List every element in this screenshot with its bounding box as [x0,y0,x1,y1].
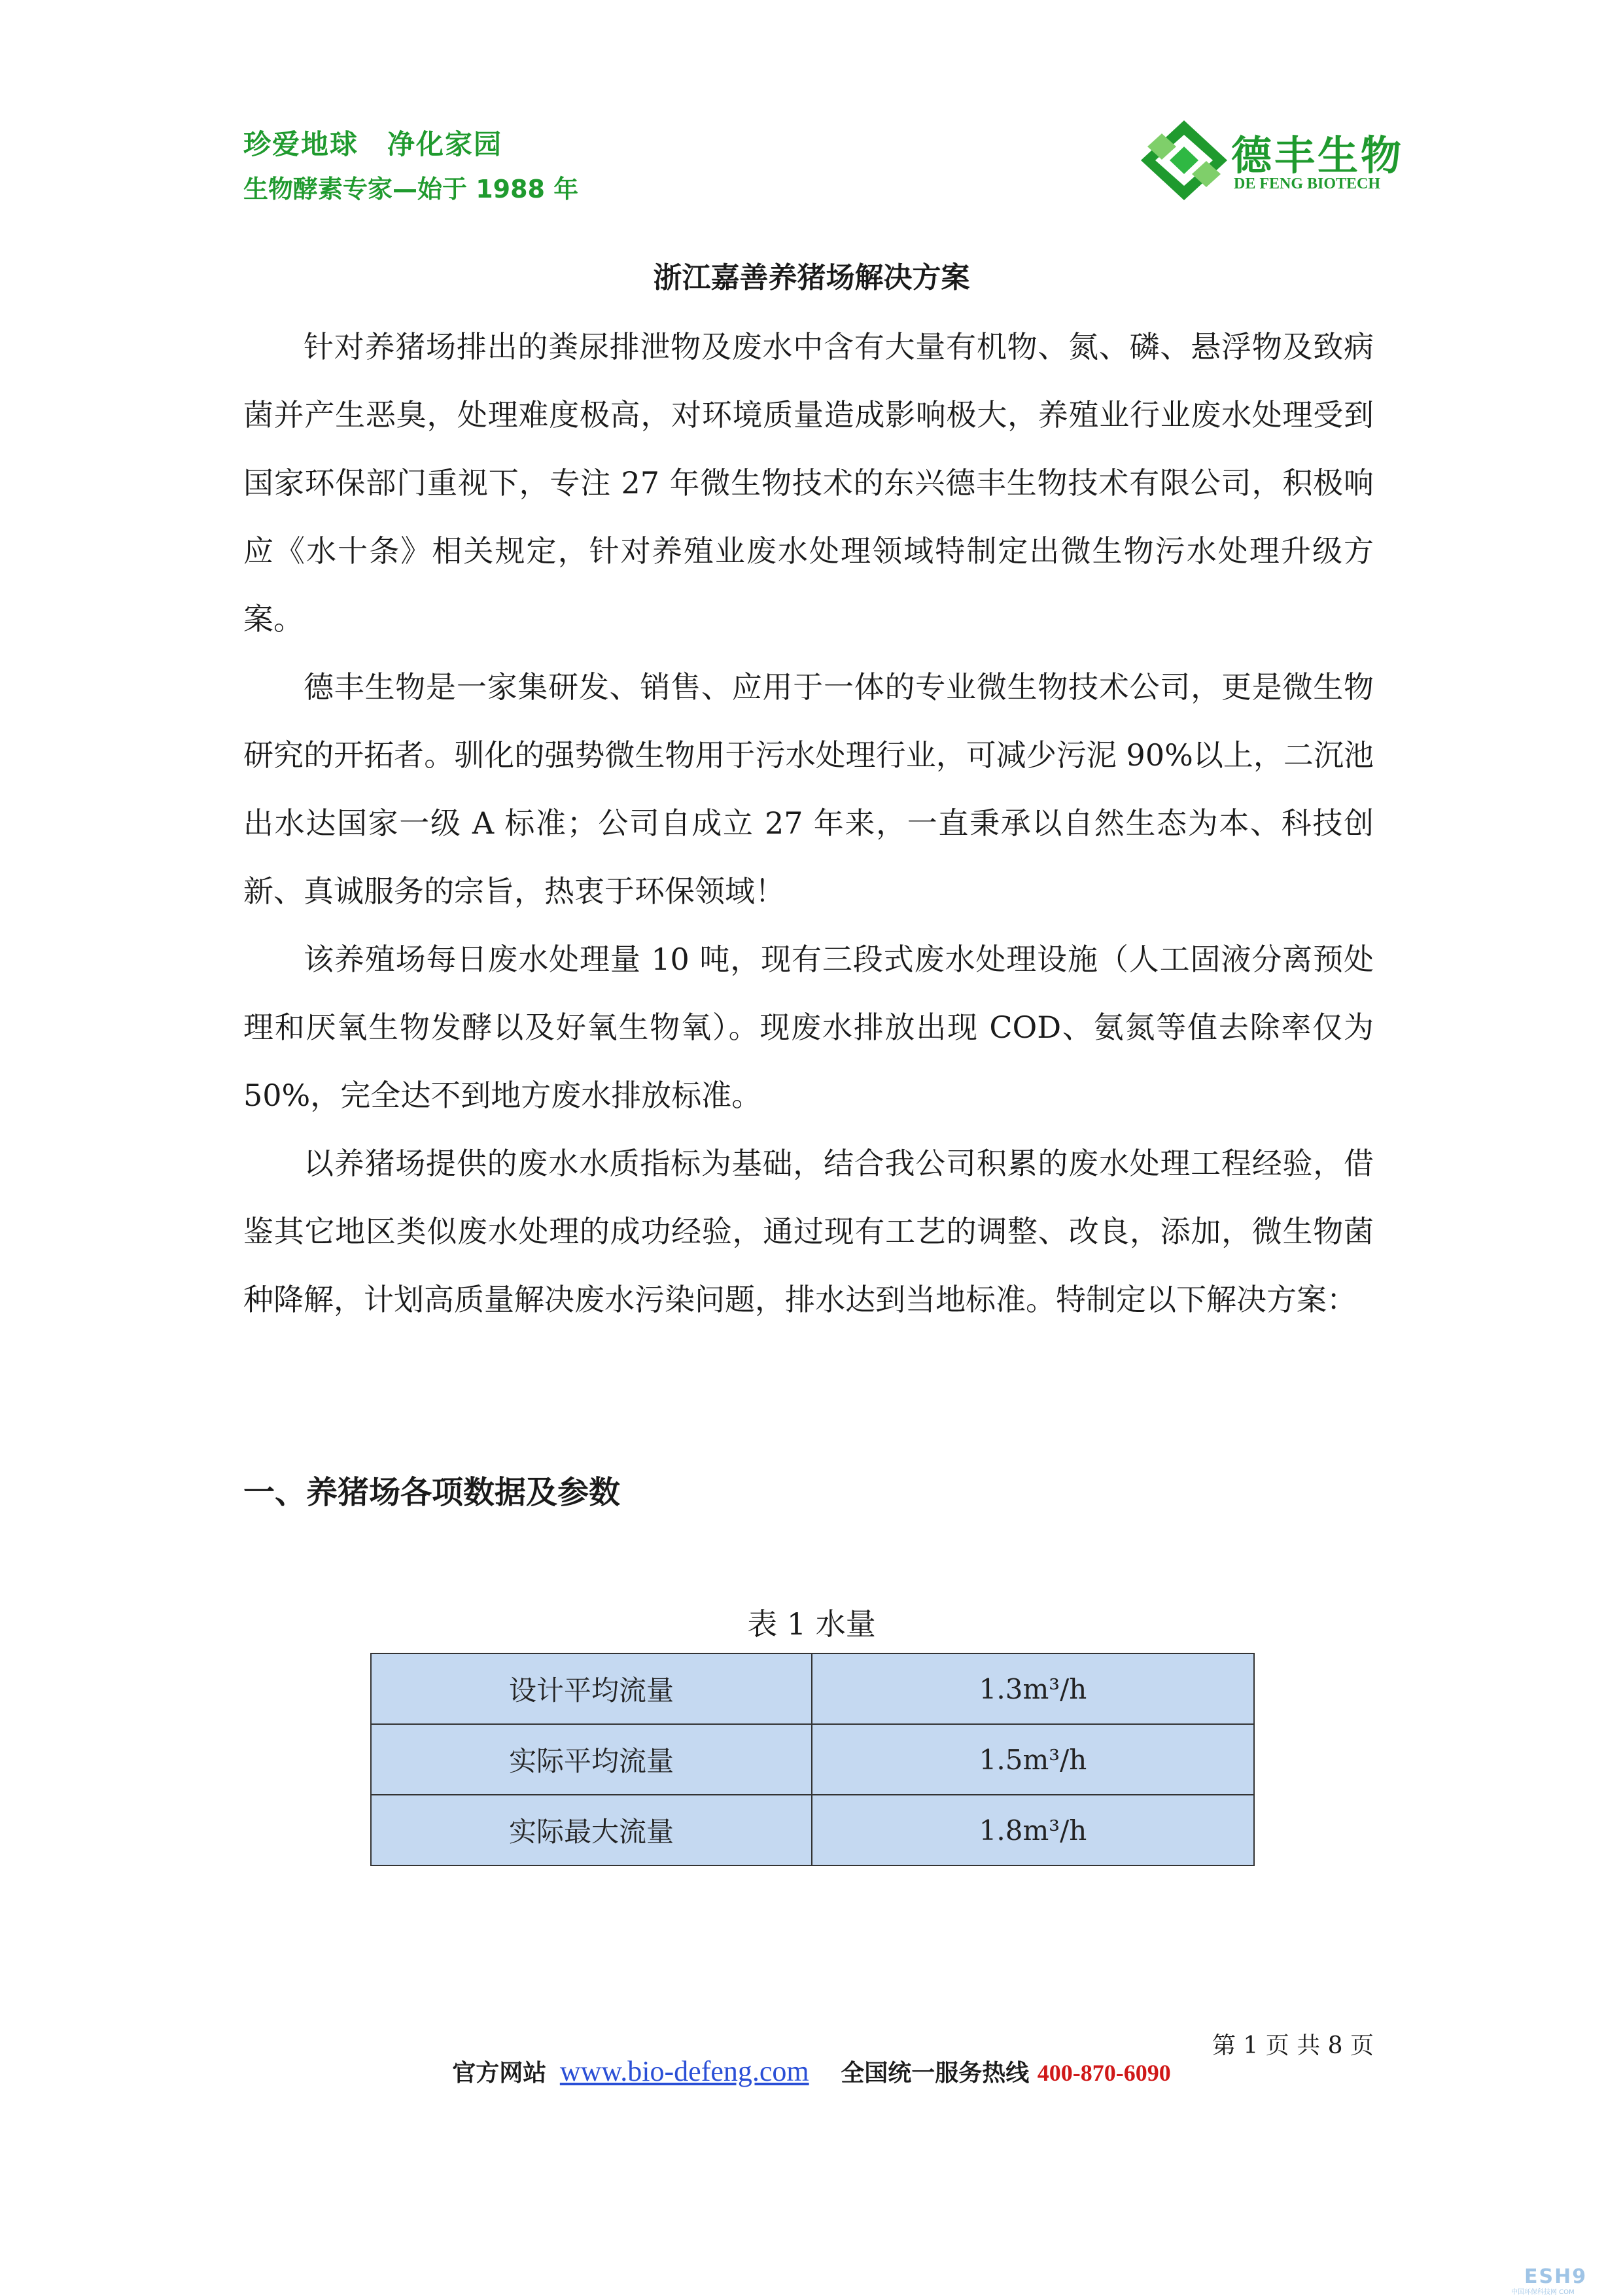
body-paragraph: 以养猪场提供的废水水质指标为基础，结合我公司积累的废水处理工程经验，借鉴其它地区类似废水处理的成功经验，通过现有工艺的调整、改良，添加，微生物菌种降解，计划高质量解决废水污染问题，排水达到当地标准。特制定以下解决方案： [243,1146,1374,1317]
hotline-number: 400-870-6090 [1037,2060,1171,2086]
hotline-label: 全国统一服务热线 [841,2060,1030,2087]
watermark-logo: ESH9 [1524,2265,1588,2288]
header-slogan-secondary: 生物酵素专家—始于 1988 年 [243,175,579,203]
table-caption: 表 1 水量 [747,1606,876,1642]
footer-contact [0,2055,1623,2088]
logo-english-name: DE FENG BIOTECH [1234,175,1381,192]
header-slogan-primary: 珍爱地球 净化家园 [243,128,503,160]
table-row [371,1795,1254,1865]
table-cell-value: 1.8m³/h [812,1795,1254,1865]
water-volume-table [370,1653,1255,1866]
table-cell-label: 设计平均流量 [371,1653,812,1724]
table-row [371,1653,1254,1724]
table-cell-label: 实际平均流量 [371,1724,812,1795]
section-heading: 一、养猪场各项数据及参数 [243,1474,621,1511]
diamond-logo-icon [1138,118,1230,203]
watermark-subtext: 中国环保科技网 COM [1511,2289,1575,2296]
table-row [371,1724,1254,1795]
logo-chinese-name: 德丰生物 [1231,132,1405,179]
body-paragraph: 德丰生物是一家集研发、销售、应用于一体的专业微生物技术公司，更是微生物研究的开拓者。驯化的强势微生物用于污水处理行业，可减少污泥 90%以上，二沉池出水达国家一级 A 标准；公司自成立 27 年来，一直秉承以自然生态为本、科技创新、真诚服务的宗旨，热衷于环保领域！ [243,669,1374,909]
body-paragraph: 针对养猪场排出的粪尿排泄物及废水中含有大量有机物、氮、磷、悬浮物及致病菌并产生恶臭，处理难度极高，对环境质量造成影响极大，养殖业行业废水处理受到国家环保部门重视下，专注 27 年微生物技术的东兴德丰生物技术有限公司，积极响应《水十条》相关规定，针对养殖业废水处理领域特制定出微生物污水处理升级方案。 [243,329,1374,637]
website-link[interactable]: www.bio-defeng.com [559,2055,809,2087]
table-cell-value: 1.3m³/h [812,1653,1254,1724]
site-label: 官方网站 [452,2060,547,2087]
company-logo [1138,118,1405,203]
page-number: 第 1 页 共 8 页 [1212,2032,1374,2059]
body-paragraph: 该养殖场每日废水处理量 10 吨，现有三段式废水处理设施（人工固液分离预处理和厌氧生物发酵以及好氧生物氧）。现废水排放出现 COD、氨氮等值去除率仅为 50%，完全达不到地方废水排放标准。 [243,942,1374,1113]
table-cell-label: 实际最大流量 [371,1795,812,1865]
document-title: 浙江嘉善养猪场解决方案 [653,261,970,294]
table-cell-value: 1.5m³/h [812,1724,1254,1795]
